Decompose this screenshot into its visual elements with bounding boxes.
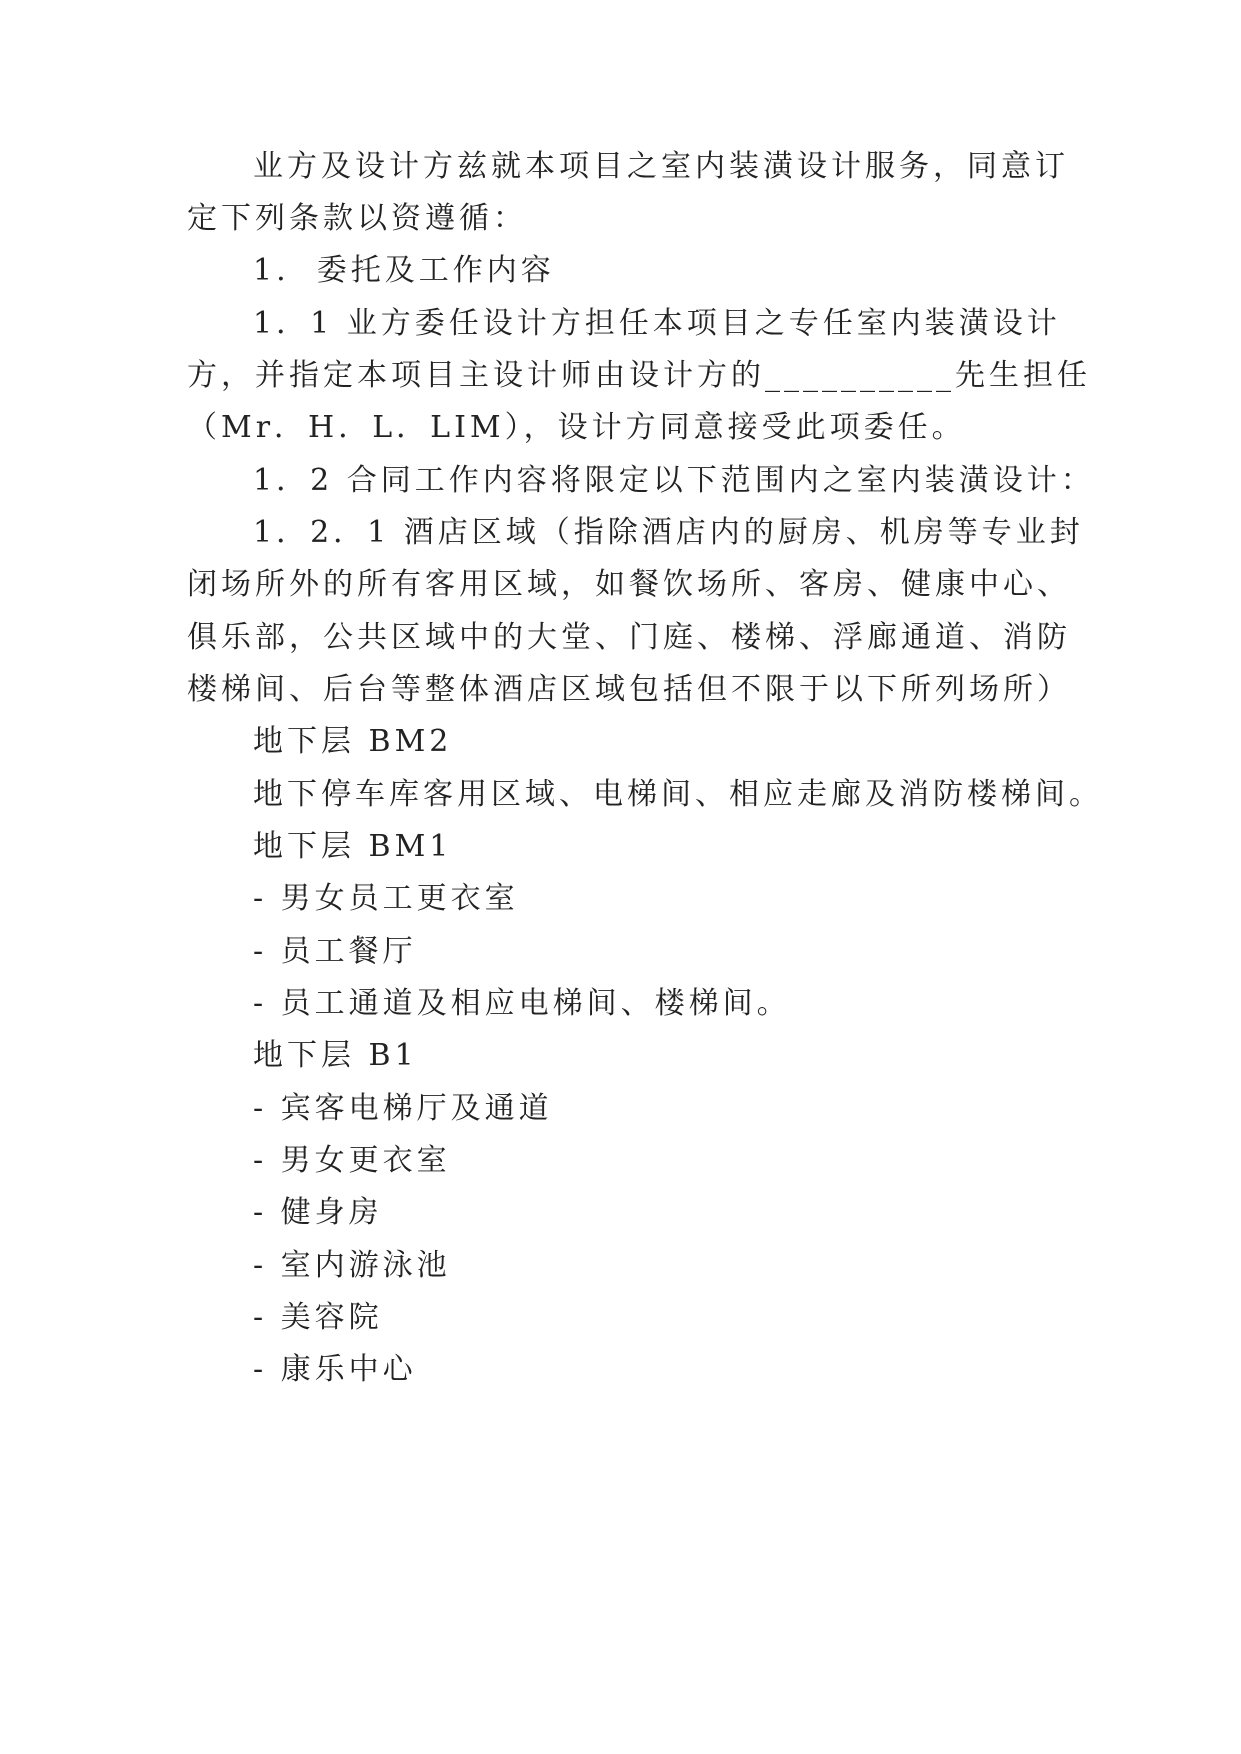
list-item: - 员工餐厅 bbox=[253, 934, 417, 969]
clause-1-2: 1．2 合同工作内容将限定以下范围内之室内装潢设计： bbox=[253, 463, 1095, 498]
clause-1-1-line: 1．1 业方委任设计方担任本项目之专任室内装潢设计 bbox=[253, 306, 1061, 341]
list-item: - 宾客电梯厅及通道 bbox=[253, 1091, 553, 1126]
clause-1-2-1-line: 楼梯间、后台等整体酒店区域包括但不限于以下所列场所） bbox=[187, 672, 1071, 707]
list-item: - 美容院 bbox=[253, 1300, 383, 1335]
clause-1-2-1-line: 俱乐部，公共区域中的大堂、门庭、楼梯、浮廊通道、消防 bbox=[187, 620, 1071, 655]
floor-description: 地下停车库客用区域、电梯间、相应走廊及消防楼梯间。 bbox=[253, 777, 1103, 812]
clause-1-2-1-line: 1．2．1 酒店区域（指除酒店内的厨房、机房等专业封 bbox=[253, 515, 1084, 550]
clause-1-1-line: （Mr．H．L．LIM），设计方同意接受此项委任。 bbox=[187, 410, 966, 445]
section-heading: 1. 委托及工作内容 bbox=[253, 253, 555, 288]
list-item: - 康乐中心 bbox=[253, 1352, 417, 1387]
intro-paragraph-line: 定下列条款以资遵循： bbox=[187, 201, 527, 236]
list-item: - 男女更衣室 bbox=[253, 1143, 451, 1178]
list-item: - 男女员工更衣室 bbox=[253, 881, 519, 916]
clause-1-1-line: 方，并指定本项目主设计师由设计方的__________先生担任 bbox=[187, 358, 1091, 393]
intro-paragraph-line: 业方及设计方兹就本项目之室内装潢设计服务，同意订 bbox=[253, 149, 1069, 184]
list-item: - 健身房 bbox=[253, 1195, 383, 1230]
floor-title: 地下层 B1 bbox=[253, 1038, 418, 1073]
floor-title: 地下层 BM2 bbox=[253, 724, 453, 759]
list-item: - 室内游泳池 bbox=[253, 1248, 451, 1283]
floor-title: 地下层 BM1 bbox=[253, 829, 453, 864]
clause-1-2-1-line: 闭场所外的所有客用区域，如餐饮场所、客房、健康中心、 bbox=[187, 567, 1071, 602]
list-item: - 员工通道及相应电梯间、楼梯间。 bbox=[253, 986, 791, 1021]
